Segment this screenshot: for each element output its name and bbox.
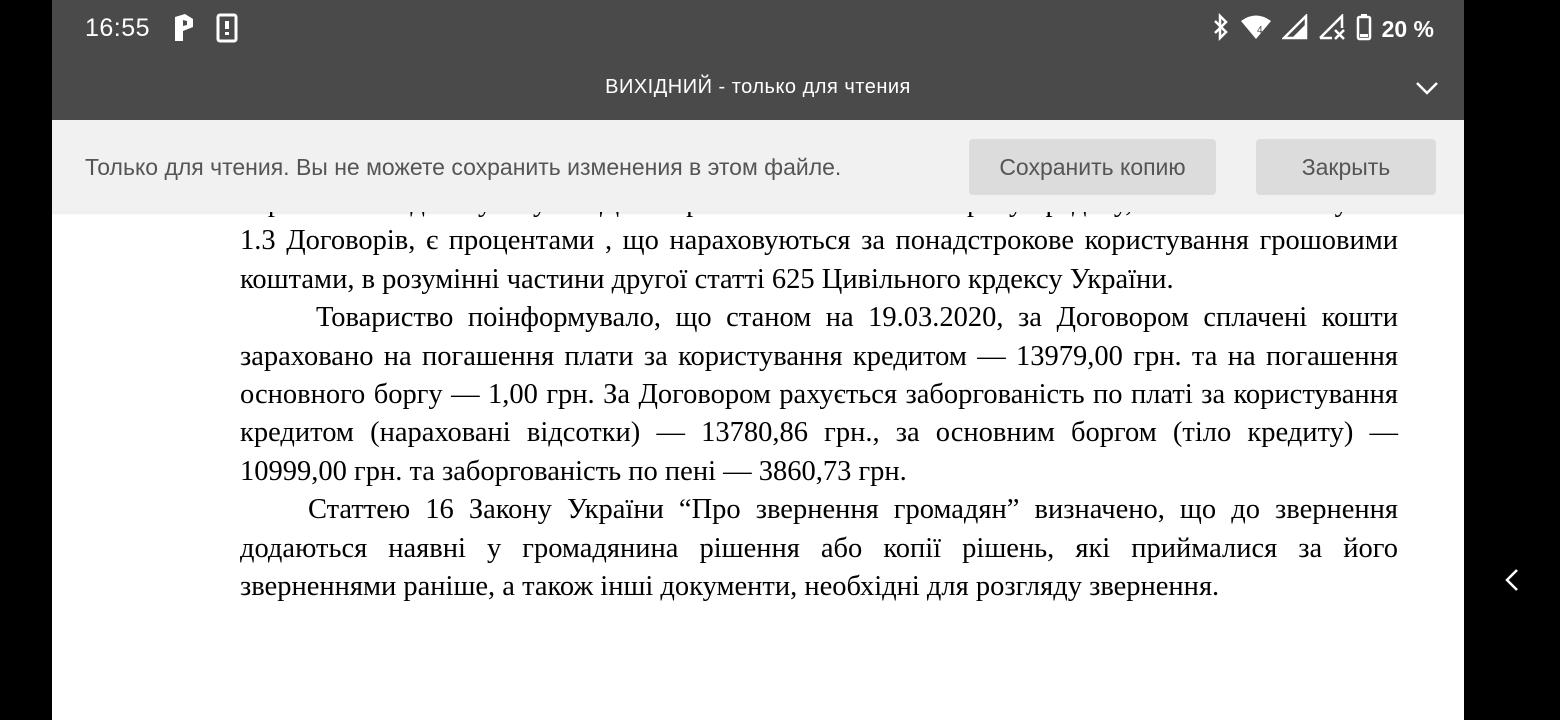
phone-notification-icon <box>216 13 238 48</box>
close-button[interactable]: Закрыть <box>1256 139 1436 195</box>
document-paragraph: Статтею 16 Закону України “Про звернення громадян” визначено, що до звернення додаються наявні у громадянина рішення або копії рішень, які приймалися за його зверненнями раніше, а також інші документи, необхідні для розгляду звернення. <box>240 494 1398 603</box>
chevron-left-icon[interactable] <box>1500 566 1524 599</box>
status-time: 16:55 <box>85 14 151 42</box>
status-icons <box>1212 13 1434 45</box>
bluetooth-icon <box>1212 13 1230 46</box>
app-screen <box>52 0 1464 720</box>
p-app-icon <box>171 13 197 48</box>
battery-icon <box>1356 13 1372 46</box>
cell-signal-icon <box>1282 14 1308 45</box>
battery-percent: 20 % <box>1381 15 1434 42</box>
chevron-down-icon[interactable] <box>1414 78 1440 103</box>
read-only-message: Только для чтения. Вы не можете сохранить изменения в этом файле. <box>85 154 842 180</box>
document-title: ВИХІДНИЙ - только для чтения <box>605 76 911 98</box>
document-paragraph: Товариство поінформувало, що станом на 19.03.2020, за Договором сплачені кошти зараховано на погашення плати за користування кредитом — 13979,00 грн. та на погашення основного боргу — 1,00 грн. За Договором рахується заборгованість по платі за користування кредитом (нараховані відсотки) — 13780,86 грн., за основним боргом (тіло кредиту) — 10999,00 грн. та заборгованість по пені — 3860,73 грн. <box>240 302 1398 487</box>
wifi-icon <box>1240 14 1272 45</box>
cell-signal-no-data-icon <box>1318 14 1346 45</box>
read-only-banner <box>52 120 1464 212</box>
document-paragraph: 1.3 Договорів, є процентами , що нараховуються за понадстрокове користування грошовими коштами, в розумінні частини другої статті 625 Цивільного крдексу України. <box>240 225 1398 295</box>
document-body <box>240 184 1398 606</box>
status-bar <box>52 0 1464 58</box>
save-copy-button[interactable]: Сохранить копию <box>969 139 1216 195</box>
document-title-bar <box>52 58 1464 120</box>
svg-text:4: 4 <box>1256 24 1263 36</box>
